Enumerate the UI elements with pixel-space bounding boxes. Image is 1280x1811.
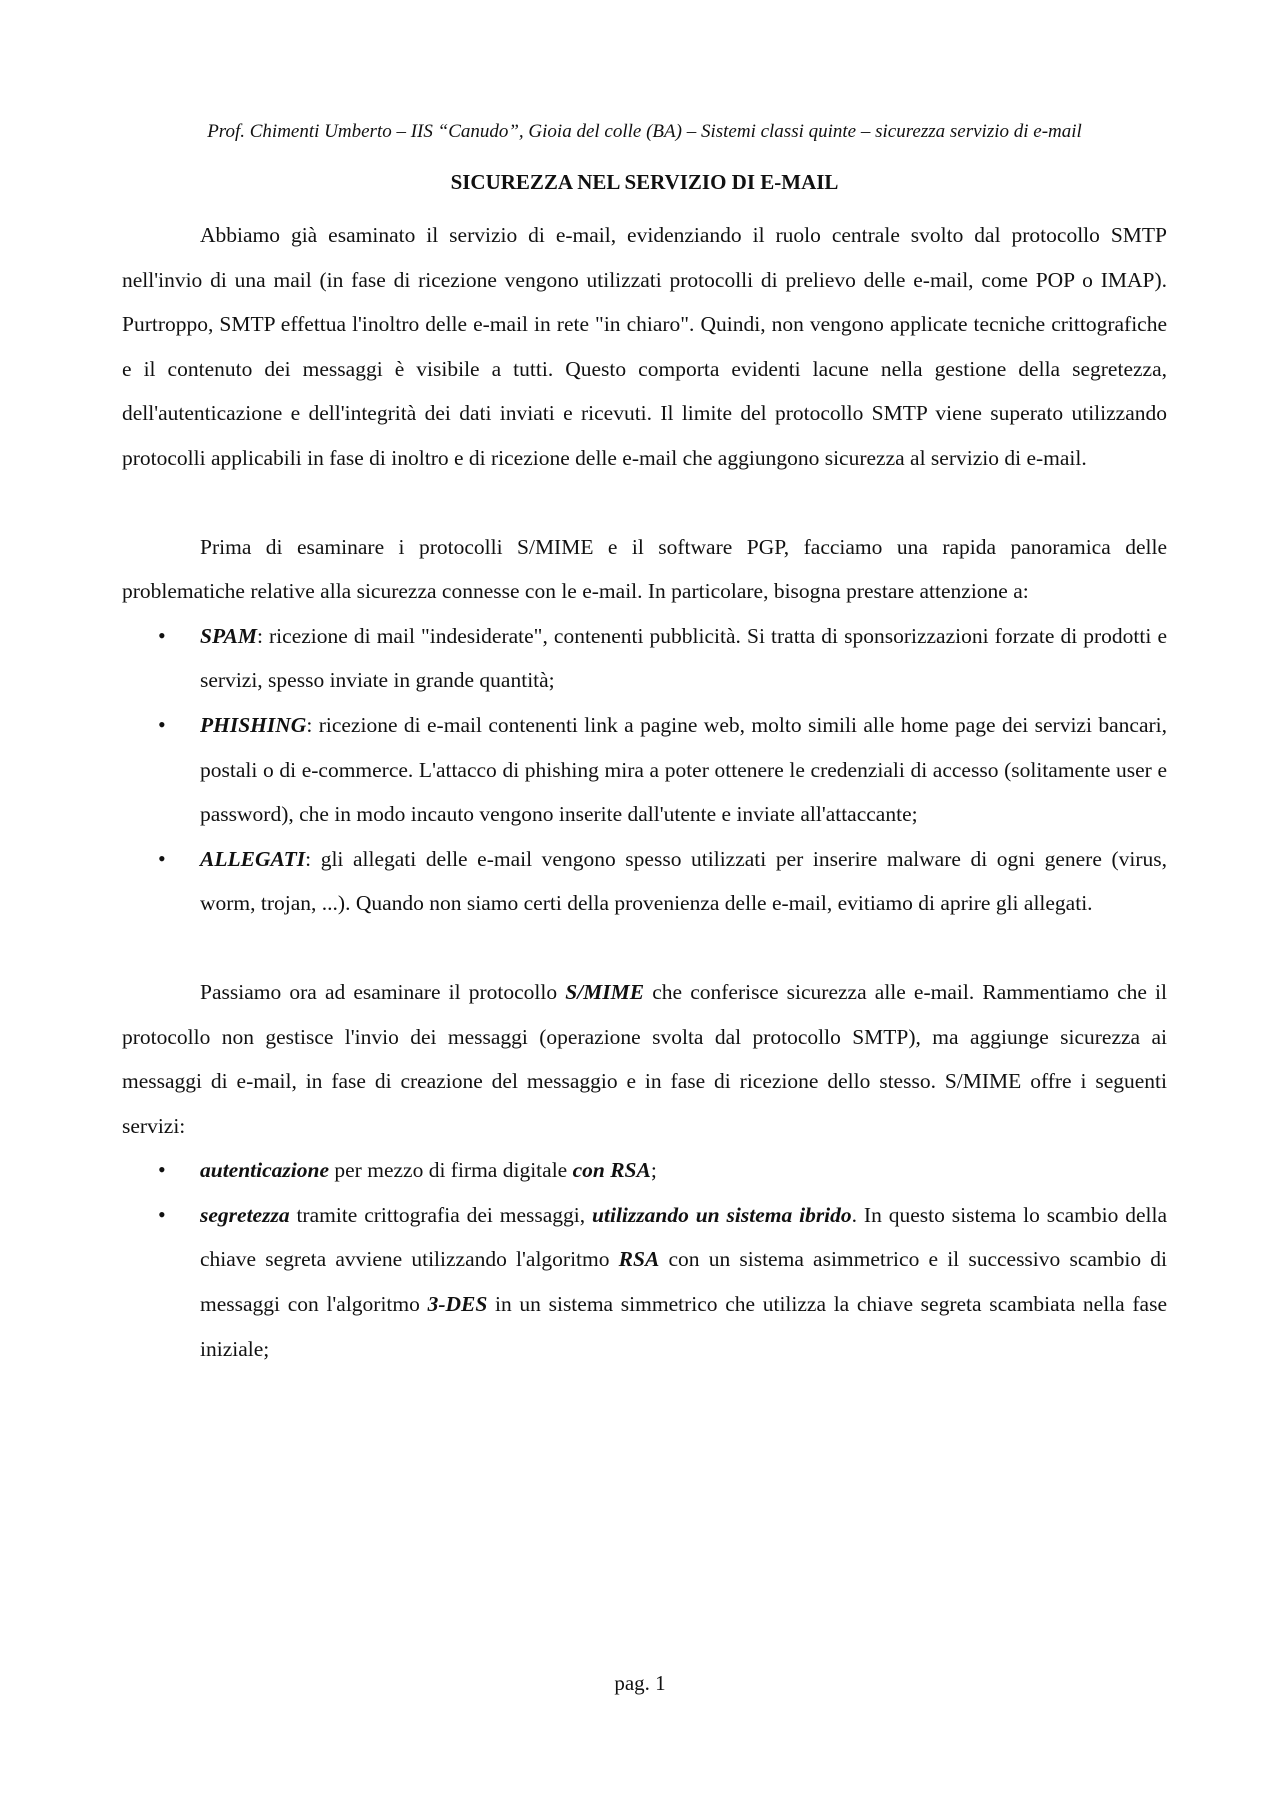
emphasis-con-rsa: con RSA <box>572 1158 651 1183</box>
allegati-description: : gli allegati delle e-mail vengono spesso utilizzati per inserire malware di ogni genere (virus, worm, trojan, ...). Quando non siamo certi della provenienza delle e-mail, evitiamo di aprire gli allegati. <box>200 846 1167 916</box>
smime-intro-text: Passiamo ora ad esaminare il protocollo <box>200 979 566 1004</box>
bullet-icon: • <box>158 622 166 648</box>
segretezza-text-4: in un sistema simmetrico che utilizza la chiave segreta scambiata nella fase iniziale; <box>200 1292 1167 1361</box>
term-allegati: ALLEGATI <box>200 846 306 871</box>
segretezza-text-2: . In questo sistema lo scambio della chiave segreta avviene utilizzando l'algoritmo <box>200 1202 1168 1272</box>
smime-paragraph <box>122 970 1167 1148</box>
list-item-allegati <box>122 837 1167 926</box>
document-title: SICUREZZA NEL SERVIZIO DI E-MAIL <box>450 170 839 194</box>
autenticazione-text: per mezzo di firma digitale <box>329 1158 573 1183</box>
running-header: Prof. Chimenti Umberto – IIS “Canudo”, Gioia del colle (BA) – Sistemi classi quinte – sicurezza servizio di e-mail <box>207 121 1082 142</box>
autenticazione-end: ; <box>650 1158 657 1183</box>
list-item-segretezza <box>122 1193 1167 1371</box>
term-spam: SPAM <box>200 623 257 648</box>
segretezza-text-1: tramite crittografia dei messaggi, <box>289 1202 593 1227</box>
term-segretezza: segretezza <box>200 1202 290 1227</box>
bullet-icon: • <box>158 1157 166 1183</box>
smime-body-text: che conferisce sicurezza alle e-mail. Rammentiamo che il protocollo non gestisce l'invio dei messaggi (operazione svolta dal protocollo SMTP), ma aggiunge sicurezza ai messaggi di e-mail, in fase di creazione del messaggio e in fase di ricezione dello stesso. S/MIME offre i seguenti servizi: <box>122 979 1167 1138</box>
intro-paragraph: Abbiamo già esaminato il servizio di e-mail, evidenziando il ruolo centrale svolto dal protocollo SMTP nell'invio di una mail (in fase di ricezione vengono utilizzati protocolli di prelievo delle e-mail, come POP o IMAP). Purtroppo, SMTP effettua l'inoltro delle e-mail in rete "in chiaro". Quindi, non vengono applicate tecniche crittografiche e il contenuto dei messaggi è visibile a tutti. Questo comporta evidenti lacune nella gestione della segretezza, dell'autenticazione e dell'integrità dei dati inviati e ricevuti. Il limite del protocollo SMTP viene superato utilizzando protocolli applicabili in fase di inoltro e di ricezione delle e-mail che aggiungono sicurezza al servizio di e-mail. <box>122 223 1167 470</box>
paragraph-spacer <box>122 926 1167 970</box>
term-smime: S/MIME <box>565 979 645 1004</box>
emphasis-rsa: RSA <box>618 1247 660 1272</box>
page-number: pag. 1 <box>614 1671 666 1695</box>
services-list <box>122 1148 1167 1371</box>
phishing-description: : ricezione di e-mail contenenti link a pagine web, molto simili alle home page dei servizi bancari, postali o di e-commerce. L'attacco di phishing mira a poter ottenere le credenziali di accesso (solitamente user e password), che in modo incauto vengono inserite dall'utente e inviate all'attaccante; <box>200 712 1167 827</box>
overview-paragraph: Prima di esaminare i protocolli S/MIME e il software PGP, facciamo una rapida panoramica delle problematiche relative alla sicurezza connesse con le e-mail. In particolare, bisogna prestare attenzione a: <box>122 534 1167 604</box>
document-page <box>122 120 1167 1371</box>
term-autenticazione: autenticazione <box>200 1158 330 1183</box>
bullet-icon: • <box>158 711 166 737</box>
threats-list <box>122 614 1167 926</box>
spam-description: : ricezione di mail "indesiderate", contenenti pubblicità. Si tratta di sponsorizzazioni forzate di prodotti e servizi, spesso inviate in grande quantità; <box>200 623 1167 693</box>
list-item-spam <box>122 614 1167 703</box>
list-item-autenticazione <box>122 1148 1167 1193</box>
segretezza-text-3: con un sistema asimmetrico e il successivo scambio di messaggi con l'algoritmo <box>200 1247 1167 1317</box>
bullet-icon: • <box>158 1201 166 1227</box>
bullet-icon: • <box>158 845 166 871</box>
list-item-phishing <box>122 703 1167 837</box>
paragraph-spacer <box>122 481 1167 525</box>
term-phishing: PHISHING <box>200 712 307 737</box>
emphasis-sistema-ibrido: utilizzando un sistema ibrido <box>592 1202 852 1227</box>
emphasis-3des: 3-DES <box>427 1292 488 1317</box>
